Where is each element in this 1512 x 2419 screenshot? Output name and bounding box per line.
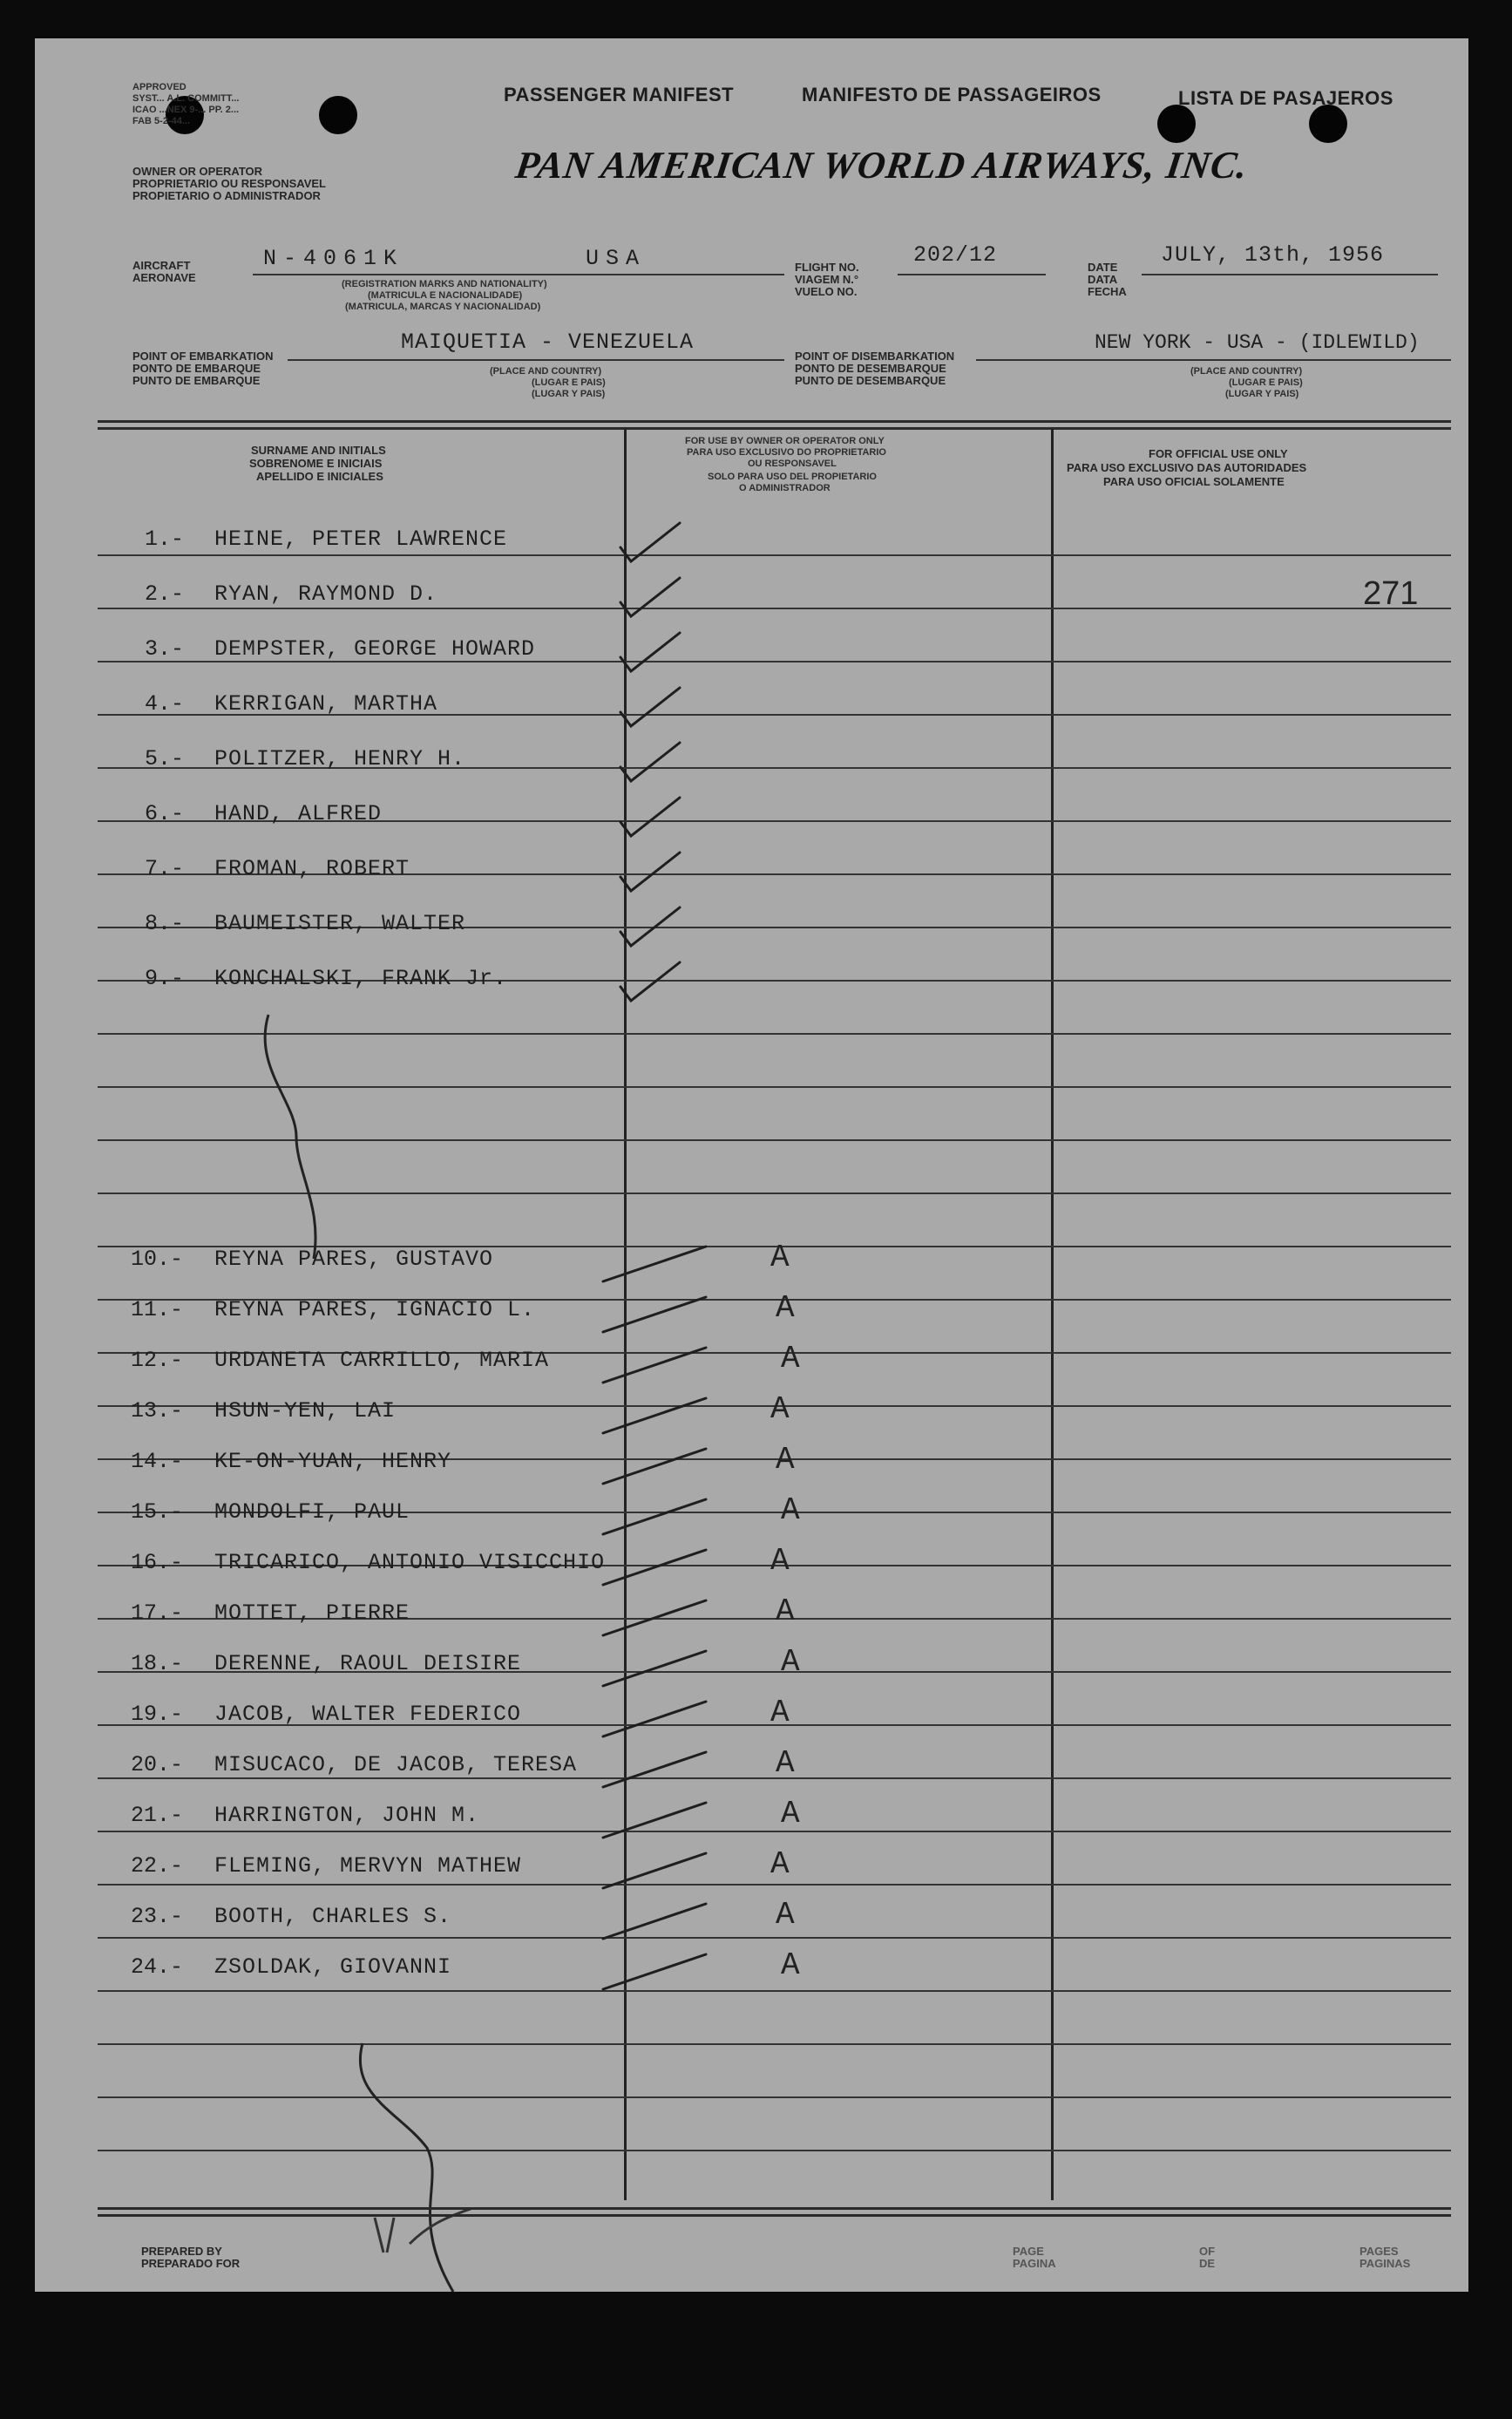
check-mark: [620, 688, 680, 726]
col-official-header: PARA USO OFICIAL SOLAMENTE: [1103, 475, 1285, 488]
approval-line: SYST... A.L. COMMITT...: [132, 93, 240, 104]
passenger-name: POLITZER, HENRY H.: [214, 746, 466, 771]
date-label: FECHA: [1088, 285, 1127, 298]
page-label: PAGE: [1013, 2245, 1044, 2258]
of-label: OF: [1199, 2245, 1216, 2258]
check-mark: [620, 523, 680, 561]
airline-name: PAN AMERICAN WORLD AIRWAYS, INC.: [512, 144, 1251, 187]
passenger-number: 1.-: [145, 527, 185, 552]
approval-line: ICAO ...NEX 9-... PP. 2...: [132, 105, 240, 115]
disembarkation-label: PUNTO DE DESEMBARQUE: [795, 374, 946, 387]
col-surname-header: SOBRENOME E INICIAIS: [249, 457, 383, 470]
approval-letter-mark: A: [770, 1240, 790, 1275]
owner-label: PROPRIETARIO OU RESPONSAVEL: [132, 177, 326, 190]
page-label: PAGINA: [1013, 2257, 1056, 2270]
check-mark: [620, 578, 680, 616]
aircraft-caption: (MATRICULA E NACIONALIDADE): [368, 290, 523, 301]
approval-letter-mark: A: [781, 1644, 800, 1680]
slash-mark: [603, 1247, 706, 1281]
slash-mark: [603, 1853, 706, 1888]
passenger-name: MONDOLFI, PAUL: [214, 1499, 410, 1525]
bracket-stroke: [265, 1015, 315, 1259]
passenger-name: HSUN-YEN, LAI: [214, 1398, 397, 1424]
approval-letter-mark: A: [776, 1593, 795, 1629]
passenger-name: URDANETA CARRILLO, MARIA: [214, 1348, 550, 1373]
footer-rule: [98, 2214, 1451, 2217]
prepared-by-label: PREPARADO FOR: [141, 2257, 241, 2270]
official-use-number: 271: [1363, 575, 1419, 612]
footer-rule: [98, 2207, 1451, 2210]
passenger-number: 24.-: [131, 1954, 184, 1980]
col-official-header: FOR OFFICIAL USE ONLY: [1149, 447, 1288, 460]
passenger-number: 19.-: [131, 1702, 184, 1727]
embarkation-label: PUNTO DE EMBARQUE: [132, 374, 261, 387]
slash-mark: [603, 1297, 706, 1332]
flight-date: JULY, 13th, 1956: [1161, 242, 1385, 268]
approval-letter-mark: A: [770, 1391, 790, 1427]
embarkation-label: POINT OF EMBARKATION: [132, 350, 274, 363]
disembarkation-label: PONTO DE DESEMBARQUE: [795, 362, 946, 375]
passenger-name: KONCHALSKI, FRANK Jr.: [214, 966, 508, 991]
passenger-name: REYNA PARES, IGNACIO L.: [214, 1297, 536, 1322]
of-label: DE: [1199, 2257, 1216, 2270]
date-label: DATA: [1088, 273, 1118, 286]
check-mark: [620, 962, 680, 1001]
approval-letter-mark: A: [776, 1745, 795, 1781]
manifest-title-pt: MANIFESTO DE PASSAGEIROS: [802, 84, 1102, 105]
passenger-number: 12.-: [131, 1348, 184, 1373]
slash-mark: [603, 1499, 706, 1534]
disembarkation-place: NEW YORK - USA - (IDLEWILD): [1095, 331, 1420, 354]
passenger-name: KE-ON-YUAN, HENRY: [214, 1449, 452, 1474]
aircraft-label: AERONAVE: [132, 271, 196, 284]
col-official-header: PARA USO EXCLUSIVO DAS AUTORIDADES: [1067, 461, 1307, 474]
passenger-number: 5.-: [145, 746, 185, 771]
aircraft-caption: (MATRICULA, MARCAS Y NACIONALIDAD): [345, 302, 541, 312]
approval-letter-mark: A: [781, 1341, 800, 1376]
col-owner-header: SOLO PARA USO DEL PROPIETARIO: [708, 472, 877, 482]
check-mark: [620, 743, 680, 781]
manifest-title-es: LISTA DE PASAJEROS: [1178, 87, 1393, 109]
disembarkation-caption: (PLACE AND COUNTRY): [1190, 366, 1303, 377]
embarkation-label: PONTO DE EMBARQUE: [132, 362, 261, 375]
approval-letter-mark: A: [781, 1492, 800, 1528]
check-mark: [620, 633, 680, 671]
col-owner-header: OU RESPONSAVEL: [748, 459, 837, 469]
passenger-number: 22.-: [131, 1853, 184, 1879]
approval-letter-mark: A: [770, 1695, 790, 1730]
passenger-number: 23.-: [131, 1904, 184, 1929]
passenger-number: 10.-: [131, 1247, 184, 1272]
approval-letter-mark: A: [781, 1947, 800, 1983]
prepared-by-label: PREPARED BY: [141, 2245, 222, 2258]
flight-label: FLIGHT NO.: [795, 261, 859, 274]
date-label: DATE: [1088, 261, 1118, 274]
passenger-number: 13.-: [131, 1398, 184, 1424]
bracket-stroke: [360, 2043, 453, 2292]
pages-label: PAGES: [1359, 2245, 1399, 2258]
passenger-name: DERENNE, RAOUL DEISIRE: [214, 1651, 522, 1676]
passenger-name: ZSOLDAK, GIOVANNI: [214, 1954, 452, 1980]
aircraft-nationality: USA: [586, 246, 647, 271]
passenger-number: 11.-: [131, 1297, 184, 1322]
approval-letter-mark: A: [770, 1543, 790, 1579]
passenger-number: 20.-: [131, 1752, 184, 1777]
flight-label: VUELO NO.: [795, 285, 858, 298]
manifest-title-en: PASSENGER MANIFEST: [504, 84, 735, 105]
slash-mark: [603, 1651, 706, 1686]
check-mark: [620, 798, 680, 836]
passenger-name: RYAN, RAYMOND D.: [214, 581, 438, 607]
passenger-number: 6.-: [145, 801, 185, 826]
passenger-name: KERRIGAN, MARTHA: [214, 691, 438, 717]
passenger-name: HAND, ALFRED: [214, 801, 383, 826]
passenger-name: HEINE, PETER LAWRENCE: [214, 527, 508, 552]
approval-letter-mark: A: [770, 1846, 790, 1882]
col-surname-header: APELLIDO E INICIALES: [256, 470, 383, 483]
slash-mark: [603, 1550, 706, 1585]
approval-letter-mark: A: [781, 1796, 800, 1831]
passenger-name: FLEMING, MERVYN MATHEW: [214, 1853, 522, 1879]
slash-mark: [603, 1803, 706, 1838]
flight-label: VIAGEM N.°: [795, 273, 859, 286]
passenger-number: 4.-: [145, 691, 185, 717]
approval-line: FAB 5-2-44...: [132, 116, 191, 126]
passenger-name: TRICARICO, ANTONIO VISICCHIO: [214, 1550, 606, 1575]
slash-mark: [603, 1348, 706, 1383]
check-mark: [620, 907, 680, 946]
passenger-number: 16.-: [131, 1550, 184, 1575]
embarkation-caption: (LUGAR Y PAIS): [532, 389, 606, 399]
passenger-name: MOTTET, PIERRE: [214, 1600, 410, 1626]
aircraft-registration: N-4061K: [263, 246, 404, 271]
embarkation-caption: (LUGAR E PAIS): [532, 377, 606, 388]
col-surname-header: SURNAME AND INITIALS: [251, 444, 386, 457]
passenger-name: HARRINGTON, JOHN M.: [214, 1803, 480, 1828]
slash-mark: [603, 1702, 706, 1736]
embarkation-place: MAIQUETIA - VENEZUELA: [401, 330, 695, 355]
pages-label: PAGINAS: [1359, 2257, 1411, 2270]
check-mark: [620, 853, 680, 891]
disembarkation-caption: (LUGAR E PAIS): [1229, 377, 1303, 388]
passenger-number: 7.-: [145, 856, 185, 881]
embarkation-caption: (PLACE AND COUNTRY): [490, 366, 602, 377]
passenger-number: 14.-: [131, 1449, 184, 1474]
owner-label: PROPIETARIO O ADMINISTRADOR: [132, 189, 321, 202]
slash-mark: [603, 1449, 706, 1484]
passenger-name: DEMPSTER, GEORGE HOWARD: [214, 636, 536, 662]
disembarkation-caption: (LUGAR Y PAIS): [1225, 389, 1299, 399]
passenger-name: BAUMEISTER, WALTER: [214, 911, 466, 936]
aircraft-label: AIRCRAFT: [132, 259, 191, 272]
passenger-number: 18.-: [131, 1651, 184, 1676]
disembarkation-label: POINT OF DISEMBARKATION: [795, 350, 955, 363]
slash-mark: [603, 1752, 706, 1787]
flight-number: 202/12: [913, 242, 998, 268]
passenger-name: FROMAN, ROBERT: [214, 856, 410, 881]
slash-mark: [603, 1398, 706, 1433]
passenger-number: 2.-: [145, 581, 185, 607]
passenger-name: BOOTH, CHARLES S.: [214, 1904, 452, 1929]
approval-letter-mark: A: [776, 1897, 795, 1933]
slash-mark: [603, 1954, 706, 1989]
passenger-number: 8.-: [145, 911, 185, 936]
manifest-page: [35, 38, 1468, 2292]
aircraft-caption: (REGISTRATION MARKS AND NATIONALITY): [342, 279, 547, 289]
approval-line: APPROVED: [132, 82, 186, 92]
slash-mark: [603, 1600, 706, 1635]
passenger-number: 21.-: [131, 1803, 184, 1828]
col-owner-header: O ADMINISTRADOR: [739, 483, 831, 493]
approval-letter-mark: A: [776, 1442, 795, 1478]
passenger-name: REYNA PARES, GUSTAVO: [214, 1247, 494, 1272]
approval-letter-mark: A: [776, 1290, 795, 1326]
col-owner-header: FOR USE BY OWNER OR OPERATOR ONLY: [685, 436, 885, 446]
passenger-number: 15.-: [131, 1499, 184, 1525]
passenger-name: JACOB, WALTER FEDERICO: [214, 1702, 522, 1727]
passenger-number: 17.-: [131, 1600, 184, 1626]
owner-label: OWNER OR OPERATOR: [132, 165, 263, 178]
passenger-number: 3.-: [145, 636, 185, 662]
handwritten-marks: [35, 38, 1468, 2292]
passenger-number: 9.-: [145, 966, 185, 991]
slash-mark: [603, 1904, 706, 1939]
col-owner-header: PARA USO EXCLUSIVO DO PROPRIETARIO: [687, 447, 886, 458]
passenger-name: MISUCACO, DE JACOB, TERESA: [214, 1752, 578, 1777]
